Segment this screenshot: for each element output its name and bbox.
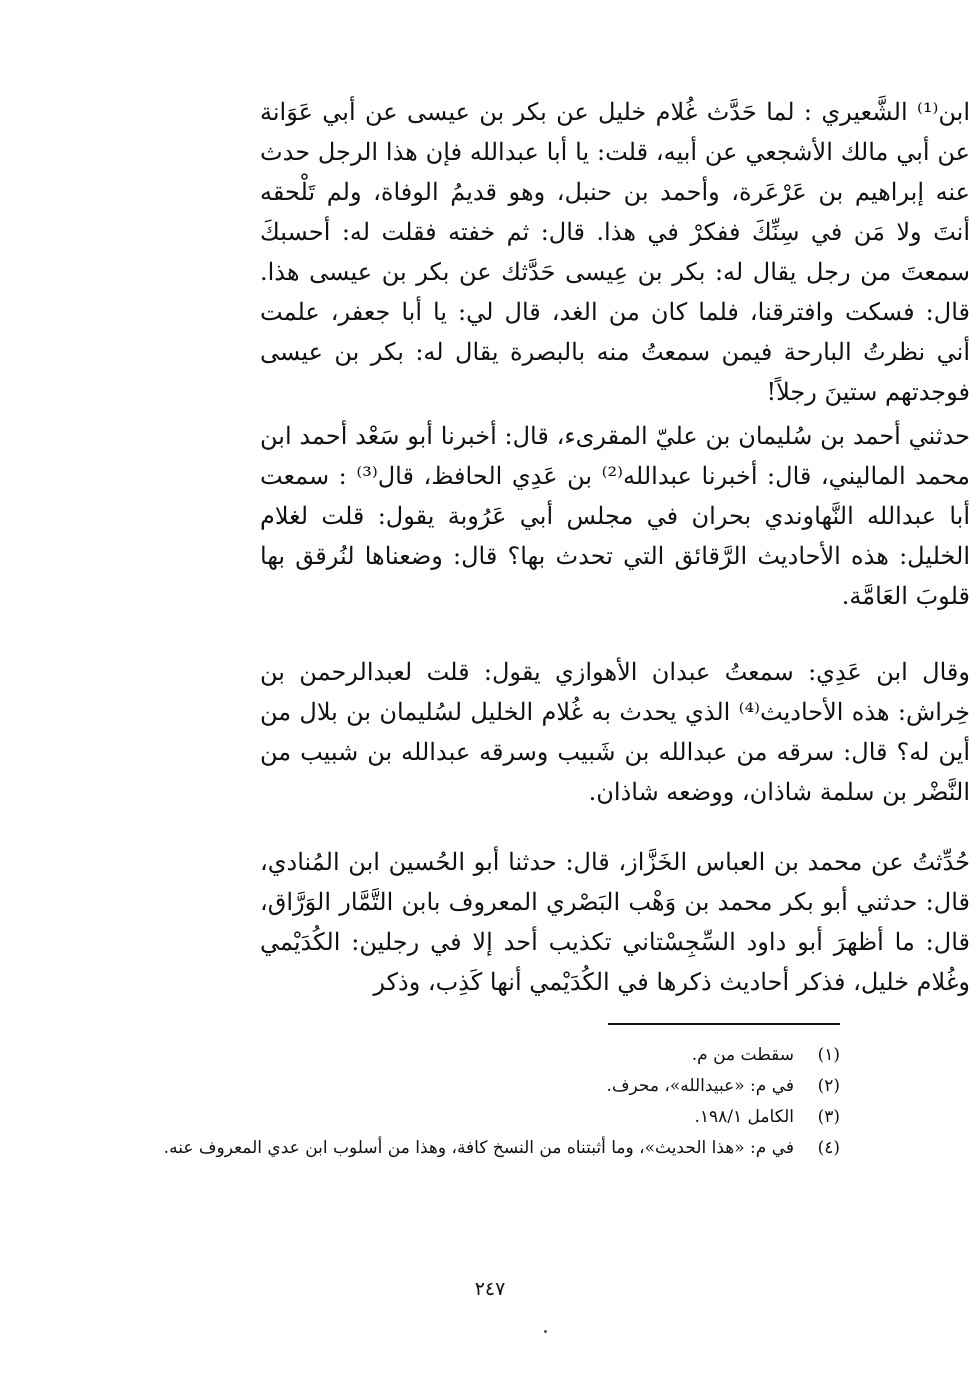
scan-speck xyxy=(544,1330,547,1333)
footnote-separator-rule xyxy=(608,1023,840,1025)
paragraph-4: حُدِّثتُ عن محمد بن العباس الخَزَّاز، قال: حدثنا أبو الحُسين ابن المُنادي، قال: حدثني أبو بكر محمد بن وَهْب البَصْري المعروف بابن التَّمَّار الوَرَّاق، قال: ما أظهرَ أبو داود السِّجِسْتاني تكذيب أحد إلا في رجلين: الكُدَيْمي وغُلام خليل، فذكر أحاديث ذكرها في الكُدَيْمي أنها كَذِب، وذكر xyxy=(260,848,970,996)
footnote-text: سقطت من م. xyxy=(691,1045,794,1065)
page-number: ٢٤٧ xyxy=(474,1278,506,1300)
footnote-3 xyxy=(130,1102,840,1133)
footnote-number: (١) xyxy=(817,1045,840,1065)
footnote-2 xyxy=(130,1071,840,1102)
footnote-text: في م: «هذا الحديث»، وما أثبتناه من النسخ كافة، وهذا من أسلوب ابن عدي المعروف عنه. xyxy=(163,1138,794,1158)
footnote-4 xyxy=(130,1133,840,1164)
footnotes xyxy=(130,1040,840,1164)
footnote-1 xyxy=(130,1040,840,1071)
footnote-number: (٢) xyxy=(817,1076,840,1096)
footnote-text: في م: «عبيدالله»، محرف. xyxy=(606,1076,794,1096)
paragraph-3: وقال ابن عَدِي: سمعتُ عبدان الأهوازي يقول: قلت لعبدالرحمن بن خِراش: هذه الأحاديث⁽⁴⁾ الذي يحدث به غُلام الخليل لسُليمان بن بلال من أين له؟ قال: سرقه من عبدالله بن شَبيب وسرقه عبدالله بن شبيب من النَّضْر بن سلمة شاذان، ووضعه شاذان. xyxy=(260,658,970,806)
footnote-number: (٣) xyxy=(817,1107,840,1127)
footnote-text: الكامل ١٩٨/١. xyxy=(694,1107,794,1127)
paragraph-1: ابن⁽¹⁾ الشَّعيري : لما حَدَّث غُلام خليل عن بكر بن عيسى عن أبي عَوَانة عن أبي مالك الأشجعي عن أبيه، قلت: يا أبا عبدالله فإن هذا الرجل حدث عنه إبراهيم بن عَرْعَرة، وأحمد بن حنبل، وهو قديمُ الوفاة، ولم تَلْحقه أنتَ ولا مَن في سِنِّكَ ففكرْ في هذا. قال: ثم خفته فقلت له: أحسبكَ سمعتَ من رجل يقال له: بكر بن عِيسى حَدَّثك عن بكر بن عيسى هذا. قال: فسكت وافترقنا، فلما كان من الغد، قال لي: يا أبا جعفر، علمت أني نظرتُ البارحة فيمن سمعتُ منه بالبصرة يقال له: بكر بن عيسى فوجدتهم ستينَ رجلاً! xyxy=(260,98,970,406)
footnote-number: (٤) xyxy=(817,1138,840,1158)
paragraph-2: حدثني أحمد بن سُليمان بن عليّ المقرىء، قال: أخبرنا أبو سَعْد أحمد ابن محمد الماليني، قال: أخبرنا عبدالله⁽²⁾ بن عَدِي الحافظ، قال⁽³⁾ : سمعت أبا عبدالله النَّهاوندي بحران في مجلس أبي عَرُوبة يقول: قلت لغلام الخليل: هذه الأحاديث الرَّقائق التي تحدث بها؟ قال: وضعناها لنُرقق بها قلوبَ العَامَّة. xyxy=(260,422,970,610)
